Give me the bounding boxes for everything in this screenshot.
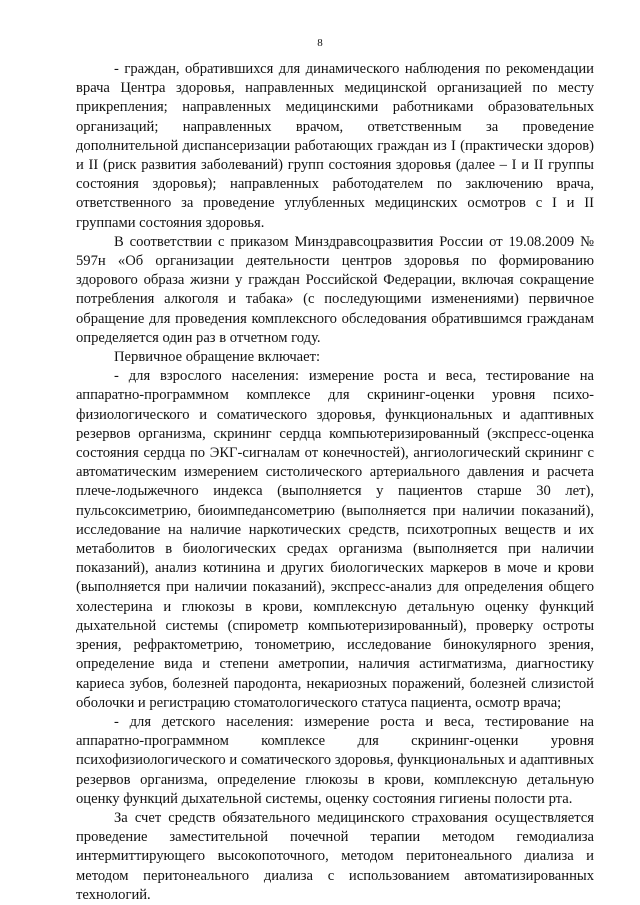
paragraph-referrals: - граждан, обратившихся для динамического наблюдения по рекомендации врача Центра здоровья, направленных медицинской организацией по месту прикрепления; направленных медицинскими работниками образовательных организаций; направленных врачом, ответственным за проведение дополнительной диспансеризации работающих граждан из I (практически здоров) и II (риск развития заболеваний) групп состояния здоровья (далее – I и II группы состояния здоровья); направленных работодателем по заключению врача, ответственного за проведение углубленных медицинских осмотров с I и II группами состояния здоровья. — [76, 61, 594, 231]
paragraph-child-population: - для детского населения: измерение роста и веса, тестирование на аппаратно-программном комплексе для скрининг-оценки уровня психофизиологического и соматического здоровья, функциональных и адаптивных резервов организма, определение глюкозы в крови, комплексную детальную оценку функций дыхательной системы, оценку состояния гигиены полости рта. — [76, 713, 594, 807]
page-number: 8 — [317, 37, 323, 49]
paragraph-oms-dialysis: За счет средств обязательного медицинского страхования осуществляется проведение заместительной почечной терапии методом гемодиализа интермиттирующего высокопоточного, методом перитонеального диализа и методом перитонеального диализа с использованием автоматизированных технологий. — [76, 809, 594, 903]
paragraph-order-597n: В соответствии с приказом Минздравсоцразвития России от 19.08.2009 № 597н «Об организации деятельности центров здоровья по формированию здорового образа жизни у граждан Российской Федерации, включая сокращение потребления алкоголя и табака» (с последующими изменениями) первичное обращение для проведения комплексного обследования обратившимся гражданам определяется один раз в отчетном году. — [76, 233, 594, 346]
document-body — [76, 60, 594, 905]
paragraph-adult-population: - для взрослого населения: измерение роста и веса, тестирование на аппаратно-программном комплексе для скрининг-оценки уровня психо-физиологического и соматического здоровья, функциональных и адаптивных резервов организма, скрининг сердца компьютеризированный (экспресс-оценка состояния сердца по ЭКГ-сигналам от конечностей), ангиологический скрининг с автоматическим измерением систолического артериального давления и расчета плече-лодыжечного индекса (выполняется у пациентов старше 30 лет), пульсоксиметрию, биоимпедансометрию (выполняется при наличии показаний), исследование на наличие наркотических средств, психотропных веществ и их метаболитов в биологических средах организма (выполняется при наличии показаний), анализ котинина и других биологических маркеров в моче и крови (выполняется при наличии показаний), экспресс-анализ для определения общего холестерина и глюкозы в крови, комплексную детальную оценку функций дыхательной системы (спирометр компьютеризированный), проверку остроты зрения, рефрактометрию, тонометрию, исследование бинокулярного зрения, определение вида и степени аметропии, наличия астигматизма, диагностику кариеса зубов, болезней пародонта, некариозных поражений, болезней слизистой оболочки и регистрацию стоматологического статуса пациента, осмотр врача; — [76, 368, 594, 711]
paragraph-primary-visit-intro: Первичное обращение включает: — [114, 349, 321, 366]
